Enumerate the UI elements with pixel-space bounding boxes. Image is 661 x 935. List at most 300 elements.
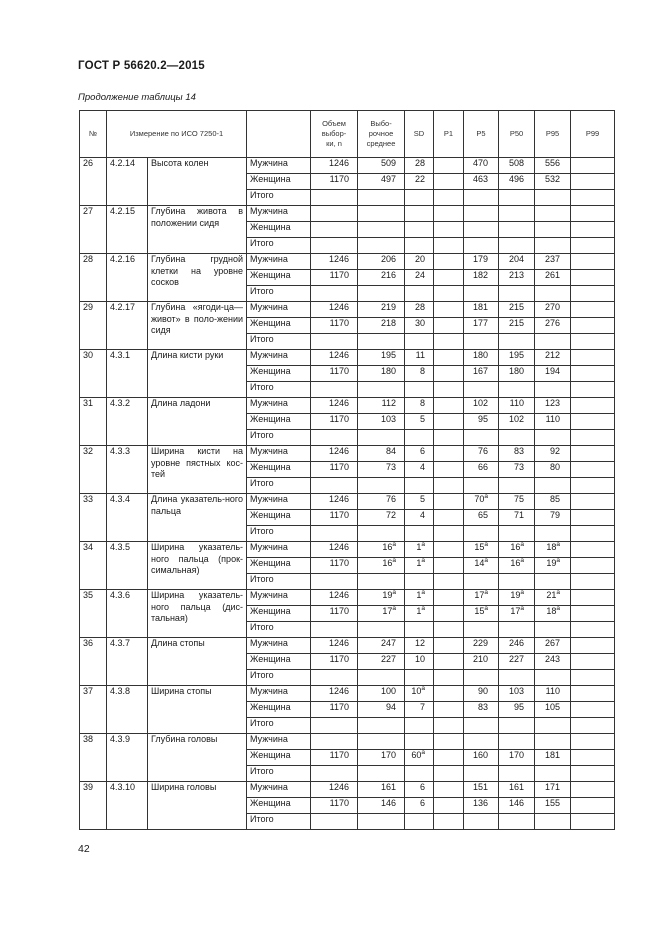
mean-cell-value: 170 [380, 750, 397, 760]
sex-label [247, 318, 311, 334]
sd-cell-value: 1 [416, 590, 422, 600]
p99-cell [571, 334, 615, 350]
p5-cell [464, 478, 499, 494]
sample-size-cell [311, 590, 358, 606]
measurement-name-value: Глубина живота в положении сидя [151, 206, 244, 228]
mean-cell [358, 638, 405, 654]
sample-size-cell [311, 302, 358, 318]
p95-cell-value: 18 [546, 542, 557, 552]
sample-size-cell [311, 270, 358, 286]
p5-cell [464, 574, 499, 590]
sample-size-cell-value: 1170 [329, 654, 350, 664]
row-number [80, 398, 107, 446]
p5-cell [464, 270, 499, 286]
measurement-code [107, 590, 148, 638]
p1-cell [434, 286, 464, 302]
p95-cell [535, 174, 571, 190]
sample-size-cell-value: 1246 [328, 638, 350, 648]
sample-size-cell [311, 526, 358, 542]
table-row [80, 158, 615, 174]
p95-cell [535, 526, 571, 542]
p99-cell [571, 494, 615, 510]
measurement-name [148, 782, 247, 830]
measurement-name [148, 734, 247, 782]
measurement-code-value: 4.3.4 [110, 494, 131, 504]
p50-cell [499, 222, 535, 238]
p50-cell-value: 146 [508, 798, 525, 808]
sex-label [247, 190, 311, 206]
sample-size-cell-value: 1170 [329, 270, 350, 280]
sample-size-cell-value: 1246 [328, 446, 350, 456]
p1-cell [434, 366, 464, 382]
p5-cell-value: 182 [472, 270, 489, 280]
sex-label-value: Итого [250, 430, 274, 440]
p50-cell [499, 606, 535, 622]
p99-cell [571, 734, 615, 750]
p1-cell [434, 766, 464, 782]
p50-cell [499, 798, 535, 814]
p95-cell [535, 494, 571, 510]
p5-cell [464, 318, 499, 334]
p95-cell-value: 19 [546, 558, 557, 568]
p5-cell [464, 654, 499, 670]
table-row [80, 734, 615, 750]
sample-size-cell-value: 1170 [329, 318, 350, 328]
p5-cell [464, 238, 499, 254]
measurement-name [148, 398, 247, 446]
sd-cell-value: 6 [420, 798, 426, 808]
anthropometry-table [79, 110, 615, 830]
col-header-sample-line1: Объем [322, 119, 346, 128]
footnote-marker: а [520, 589, 525, 596]
sex-label [247, 798, 311, 814]
sd-cell [405, 510, 434, 526]
p1-cell [434, 350, 464, 366]
p95-cell-value: 105 [544, 702, 561, 712]
row-number-value: 28 [83, 254, 94, 264]
sample-size-cell [311, 574, 358, 590]
p95-cell [535, 302, 571, 318]
sex-label [247, 286, 311, 302]
table-row [80, 782, 615, 798]
p5-cell [464, 206, 499, 222]
sex-label [247, 654, 311, 670]
sd-cell [405, 606, 434, 622]
p95-cell [535, 686, 571, 702]
p5-cell [464, 350, 499, 366]
p1-cell [434, 238, 464, 254]
mean-cell-value: 195 [380, 350, 397, 360]
sex-label [247, 782, 311, 798]
row-number [80, 254, 107, 302]
sd-cell-value: 4 [420, 462, 426, 472]
p5-cell-value: 179 [472, 254, 489, 264]
measurement-name [148, 254, 247, 302]
footnote-marker: а [484, 541, 489, 548]
table-header-row [80, 111, 615, 158]
p99-cell [571, 766, 615, 782]
sex-label-value: Итого [250, 814, 274, 824]
mean-cell-value: 17 [382, 606, 393, 616]
sd-cell [405, 270, 434, 286]
mean-cell [358, 766, 405, 782]
p95-cell [535, 590, 571, 606]
sex-label-value: Мужчина [250, 350, 288, 360]
p50-cell [499, 254, 535, 270]
mean-cell-value: 227 [380, 654, 397, 664]
measurement-code-value: 4.3.9 [110, 734, 131, 744]
mean-cell [358, 654, 405, 670]
footnote-marker: а [392, 605, 397, 612]
p5-cell [464, 766, 499, 782]
p50-cell-value: 213 [508, 270, 525, 280]
row-number-value: 27 [83, 206, 94, 216]
p1-cell [434, 542, 464, 558]
p5-cell [464, 158, 499, 174]
sd-cell [405, 350, 434, 366]
p95-cell [535, 254, 571, 270]
p5-cell [464, 510, 499, 526]
p50-cell [499, 414, 535, 430]
p99-cell [571, 398, 615, 414]
p5-cell [464, 222, 499, 238]
footnote-marker: а [520, 541, 525, 548]
p50-cell [499, 734, 535, 750]
sex-label [247, 206, 311, 222]
p5-cell [464, 526, 499, 542]
sex-label-value: Женщина [250, 702, 291, 712]
sd-cell-value: 28 [415, 302, 426, 312]
p5-cell [464, 398, 499, 414]
p5-cell [464, 702, 499, 718]
col-header-p95: P95 [535, 111, 571, 158]
measurement-code-value: 4.3.7 [110, 638, 131, 648]
sex-label [247, 734, 311, 750]
p95-cell-value: 261 [544, 270, 561, 280]
measurement-code [107, 782, 148, 830]
measurement-code [107, 350, 148, 398]
p1-cell [434, 734, 464, 750]
p95-cell [535, 766, 571, 782]
p95-cell-value: 556 [544, 158, 561, 168]
sd-cell [405, 334, 434, 350]
mean-cell [358, 382, 405, 398]
p50-cell [499, 174, 535, 190]
mean-cell [358, 606, 405, 622]
p50-cell [499, 686, 535, 702]
p5-cell-value: 90 [478, 686, 489, 696]
sd-cell-value: 5 [420, 414, 426, 424]
sex-label [247, 158, 311, 174]
mean-cell [358, 206, 405, 222]
mean-cell [358, 670, 405, 686]
p95-cell [535, 270, 571, 286]
sample-size-cell-value: 1246 [328, 542, 350, 552]
mean-cell [358, 542, 405, 558]
measurement-code-value: 4.3.8 [110, 686, 131, 696]
sd-cell [405, 174, 434, 190]
p50-cell [499, 302, 535, 318]
sex-label-value: Итого [250, 670, 274, 680]
measurement-name [148, 590, 247, 638]
measurement-code [107, 638, 148, 686]
row-number-value: 31 [83, 398, 94, 408]
sd-cell [405, 574, 434, 590]
p5-cell [464, 670, 499, 686]
p1-cell [434, 590, 464, 606]
p50-cell [499, 398, 535, 414]
sample-size-cell [311, 686, 358, 702]
sex-label-value: Мужчина [250, 206, 288, 216]
sex-label [247, 382, 311, 398]
measurement-code [107, 542, 148, 590]
p50-cell [499, 190, 535, 206]
measurement-code-value: 4.3.3 [110, 446, 131, 456]
sample-size-cell-value: 1170 [329, 750, 350, 760]
footnote-marker: а [392, 541, 397, 548]
sex-label [247, 334, 311, 350]
p1-cell [434, 446, 464, 462]
row-number-value: 39 [83, 782, 94, 792]
sd-cell [405, 638, 434, 654]
sample-size-cell-value: 1246 [328, 686, 350, 696]
sex-label [247, 574, 311, 590]
measurement-name [148, 494, 247, 542]
sd-cell-value: 6 [420, 782, 426, 792]
sd-cell [405, 430, 434, 446]
p50-cell-value: 103 [508, 686, 525, 696]
p50-cell-value: 110 [509, 398, 525, 408]
row-number-value: 34 [83, 542, 94, 552]
sd-cell [405, 670, 434, 686]
p99-cell [571, 462, 615, 478]
p5-cell [464, 382, 499, 398]
p50-cell [499, 702, 535, 718]
sd-cell [405, 222, 434, 238]
sex-label [247, 430, 311, 446]
sex-label-value: Женщина [250, 798, 291, 808]
sample-size-cell [311, 654, 358, 670]
p50-cell-value: 16 [510, 558, 521, 568]
p95-cell [535, 398, 571, 414]
p1-cell [434, 414, 464, 430]
sd-cell-value: 1 [416, 558, 422, 568]
p50-cell [499, 366, 535, 382]
p5-cell-value: 76 [478, 446, 489, 456]
sex-label [247, 302, 311, 318]
sample-size-cell [311, 366, 358, 382]
sd-cell [405, 702, 434, 718]
p99-cell [571, 702, 615, 718]
p1-cell [434, 814, 464, 830]
measurement-code-value: 4.2.16 [110, 254, 136, 264]
mean-cell [358, 430, 405, 446]
sample-size-cell [311, 286, 358, 302]
sample-size-cell [311, 766, 358, 782]
row-number [80, 302, 107, 350]
mean-cell [358, 702, 405, 718]
sex-label-value: Итого [250, 766, 274, 776]
table-row [80, 494, 615, 510]
sample-size-cell [311, 190, 358, 206]
mean-cell [358, 350, 405, 366]
sample-size-cell [311, 462, 358, 478]
row-number [80, 494, 107, 542]
p99-cell [571, 382, 615, 398]
p95-cell [535, 542, 571, 558]
p99-cell [571, 574, 615, 590]
p50-cell [499, 638, 535, 654]
p95-cell [535, 222, 571, 238]
p50-cell-value: 195 [508, 350, 525, 360]
table-row [80, 590, 615, 606]
p50-cell-value: 215 [508, 302, 525, 312]
sample-size-cell [311, 398, 358, 414]
sample-size-cell [311, 254, 358, 270]
sd-cell [405, 382, 434, 398]
p5-cell [464, 190, 499, 206]
p5-cell [464, 638, 499, 654]
p50-cell-value: 215 [508, 318, 525, 328]
p1-cell [434, 750, 464, 766]
p5-cell-value: 17 [474, 590, 485, 600]
p5-cell [464, 446, 499, 462]
p5-cell [464, 462, 499, 478]
sex-label [247, 398, 311, 414]
p1-cell [434, 478, 464, 494]
p5-cell [464, 254, 499, 270]
footnote-marker: а [421, 749, 426, 756]
measurement-code-value: 4.3.2 [110, 398, 131, 408]
p95-cell [535, 462, 571, 478]
p5-cell [464, 734, 499, 750]
col-header-mean [358, 111, 405, 158]
mean-cell [358, 302, 405, 318]
p50-cell [499, 334, 535, 350]
footnote-marker: а [392, 557, 397, 564]
mean-cell [358, 622, 405, 638]
sex-label [247, 606, 311, 622]
mean-cell [358, 478, 405, 494]
sex-label [247, 478, 311, 494]
p5-cell [464, 414, 499, 430]
table-row [80, 350, 615, 366]
p99-cell [571, 686, 615, 702]
p50-cell [499, 622, 535, 638]
p95-cell [535, 238, 571, 254]
row-number-value: 32 [83, 446, 94, 456]
measurement-name-value: Высота колен [151, 158, 209, 168]
p99-cell [571, 654, 615, 670]
p50-cell-value: 508 [508, 158, 525, 168]
p95-cell [535, 622, 571, 638]
mean-cell-value: 19 [382, 590, 393, 600]
sample-size-cell [311, 798, 358, 814]
p50-cell-value: 180 [508, 366, 525, 376]
footnote-marker: а [421, 557, 426, 564]
p50-cell-value: 17 [510, 606, 521, 616]
measurement-name [148, 542, 247, 590]
p99-cell [571, 302, 615, 318]
p95-cell-value: 21 [546, 590, 557, 600]
p95-cell [535, 430, 571, 446]
sd-cell-value: 12 [415, 638, 426, 648]
sample-size-cell [311, 750, 358, 766]
p95-cell-value: 123 [544, 398, 561, 408]
sd-cell [405, 782, 434, 798]
sex-label-value: Женщина [250, 222, 291, 232]
p1-cell [434, 654, 464, 670]
sd-cell [405, 734, 434, 750]
sex-label [247, 718, 311, 734]
measurement-name [148, 638, 247, 686]
sample-size-cell [311, 606, 358, 622]
p50-cell [499, 478, 535, 494]
footnote-marker: а [484, 589, 489, 596]
col-header-p1: P1 [434, 111, 464, 158]
sex-label-value: Итого [250, 334, 274, 344]
table-row [80, 206, 615, 222]
sample-size-cell [311, 814, 358, 830]
sex-label [247, 494, 311, 510]
p95-cell [535, 702, 571, 718]
p1-cell [434, 798, 464, 814]
p95-cell [535, 334, 571, 350]
mean-cell [358, 398, 405, 414]
sd-cell [405, 414, 434, 430]
p5-cell [464, 286, 499, 302]
sex-label [247, 366, 311, 382]
row-number [80, 446, 107, 494]
sd-cell [405, 750, 434, 766]
sex-label-value: Итого [250, 718, 274, 728]
p1-cell [434, 318, 464, 334]
p50-cell-value: 19 [510, 590, 521, 600]
p50-cell-value: 496 [508, 174, 525, 184]
p50-cell [499, 558, 535, 574]
mean-cell-value: 103 [380, 414, 397, 424]
p95-cell [535, 638, 571, 654]
p95-cell [535, 798, 571, 814]
footnote-marker: а [556, 557, 561, 564]
p99-cell [571, 190, 615, 206]
p95-cell [535, 478, 571, 494]
sd-cell [405, 318, 434, 334]
p95-cell [535, 574, 571, 590]
p99-cell [571, 366, 615, 382]
sd-cell-value: 10 [411, 686, 422, 696]
sex-label [247, 702, 311, 718]
sex-label-value: Женщина [250, 462, 291, 472]
p95-cell [535, 558, 571, 574]
p95-cell [535, 654, 571, 670]
p99-cell [571, 446, 615, 462]
mean-cell [358, 446, 405, 462]
sex-label-value: Итого [250, 526, 274, 536]
p50-cell [499, 590, 535, 606]
p95-cell-value: 110 [545, 414, 561, 424]
p95-cell [535, 814, 571, 830]
measurement-code [107, 446, 148, 494]
p50-cell [499, 206, 535, 222]
sex-label-value: Женщина [250, 318, 291, 328]
p5-cell-value: 470 [472, 158, 489, 168]
sex-label [247, 814, 311, 830]
footnote-marker: а [421, 605, 426, 612]
p95-cell [535, 606, 571, 622]
table-row [80, 398, 615, 414]
p95-cell-value: 243 [544, 654, 561, 664]
